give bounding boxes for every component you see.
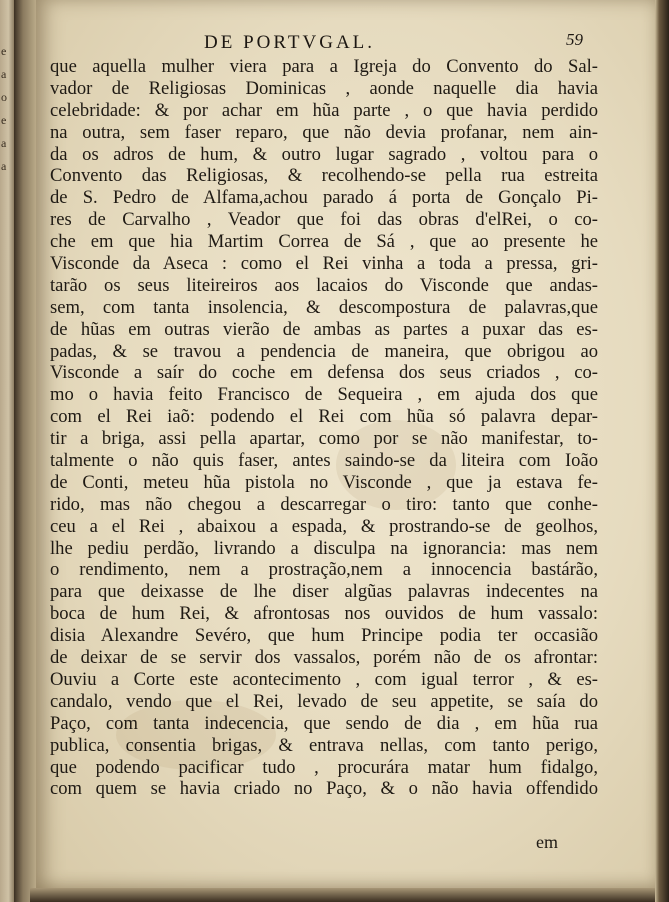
- text-line: na outra, sem faser reparo, que não devia profanar, nem ain-: [50, 121, 598, 143]
- text-line: tir a briga, assi pella apartar, como por se não manifestar, to-: [50, 428, 598, 450]
- running-head: DE PORTVGAL.: [204, 32, 376, 53]
- text-line: Ouviu a Corte este acontecimento , com igual terror , & es-: [50, 668, 598, 690]
- text-line: che em que hia Martim Correa de Sá , que ao presente he: [50, 231, 598, 253]
- text-line: de Conti, meteu hũa pistola no Visconde , que ja estava fe-: [50, 471, 598, 493]
- text-line: mo o havia feito Francisco de Sequeira , em ajuda dos que: [50, 384, 598, 406]
- page-bottom-edge: [30, 888, 660, 902]
- text-line: que podendo pacificar tudo , procurára matar hum fidalgo,: [50, 756, 598, 778]
- book-board-edge: [655, 0, 669, 902]
- text-line: ceu a el Rei , abaixou a espada, & prostrando-se de geolhos,: [50, 515, 598, 537]
- text-line: de hũas em outras vierão de ambas as partes a puxar das es-: [50, 318, 598, 340]
- text-line: da os adros de hum, & outro lugar sagrado , voltou para o: [50, 143, 598, 165]
- text-line: Visconde da Aseca : como el Rei vinha a toda a pressa, gri-: [50, 253, 598, 275]
- body-text: [50, 56, 598, 800]
- text-line: candalo, vendo que el Rei, levado de seu appetite, se saía do: [50, 690, 598, 712]
- catchword: em: [536, 832, 558, 852]
- text-line: boca de hum Rei, & afrontosas nos ouvidos de hum vassalo:: [50, 603, 598, 625]
- text-line: celebridade: & por achar em hũa parte , o que havia perdido: [50, 99, 598, 121]
- facing-mark: a: [1, 136, 7, 150]
- facing-mark: e: [1, 113, 7, 127]
- text-line: talmente o não quis faser, antes saindo-se da liteira com Ioão: [50, 450, 598, 472]
- page-number: 59: [566, 30, 583, 49]
- text-line: disia Alexandre Sevéro, que hum Principe podia ter occasião: [50, 625, 598, 647]
- text-line: sem, com tanta insolencia, & descompostura de palavras,que: [50, 296, 598, 318]
- text-line: rido, mas não chegou a descarregar o tiro: tanto que conhe-: [50, 493, 598, 515]
- facing-mark: a: [1, 67, 7, 81]
- facing-mark: e: [1, 44, 7, 58]
- text-line: para que deixasse de lhe diser algũas palavras indecentes na: [50, 581, 598, 603]
- text-line: Paço, com tanta indecencia, que sendo de dia , em hũa rua: [50, 712, 598, 734]
- facing-page-edge: [0, 0, 14, 902]
- text-line: com quem se havia criado no Paço, & o não havia offendido: [50, 778, 598, 800]
- text-line: Convento das Religiosas, & recolhendo-se pella rua estreita: [50, 165, 598, 187]
- text-line: vador de Religiosas Dominicas , aonde naquelle dia havia: [50, 77, 598, 99]
- text-line: lhe pediu perdão, livrando a disculpa na ignorancia: mas nem: [50, 537, 598, 559]
- book-page: [36, 0, 656, 892]
- facing-page-marks: [1, 40, 13, 178]
- text-line: padas, & se travou a pendencia de maneira, que obrigou ao: [50, 340, 598, 362]
- text-line: tarão os seus liteireiros aos lacaios do Visconde que andas-: [50, 274, 598, 296]
- text-line: de deixar de se servir dos vassalos, porém não de os afrontar:: [50, 647, 598, 669]
- text-line: que aquella mulher viera para a Igreja do Convento do Sal-: [50, 56, 598, 77]
- text-line: com el Rei iaõ: podendo el Rei com hũa só palavra depar-: [50, 406, 598, 428]
- facing-mark: o: [1, 90, 7, 104]
- text-line: publica, consentia brigas, & entrava nellas, com tanto perigo,: [50, 734, 598, 756]
- text-line: de S. Pedro de Alfama,achou parado á porta de Gonçalo Pi-: [50, 187, 598, 209]
- text-line: o rendimento, nem a prostração,nem a innocencia bastárão,: [50, 559, 598, 581]
- text-line: Visconde a saír do coche em defensa dos seus criados , co-: [50, 362, 598, 384]
- text-line: res de Carvalho , Veador que foi das obras d'elRei, o co-: [50, 209, 598, 231]
- facing-mark: a: [1, 159, 7, 173]
